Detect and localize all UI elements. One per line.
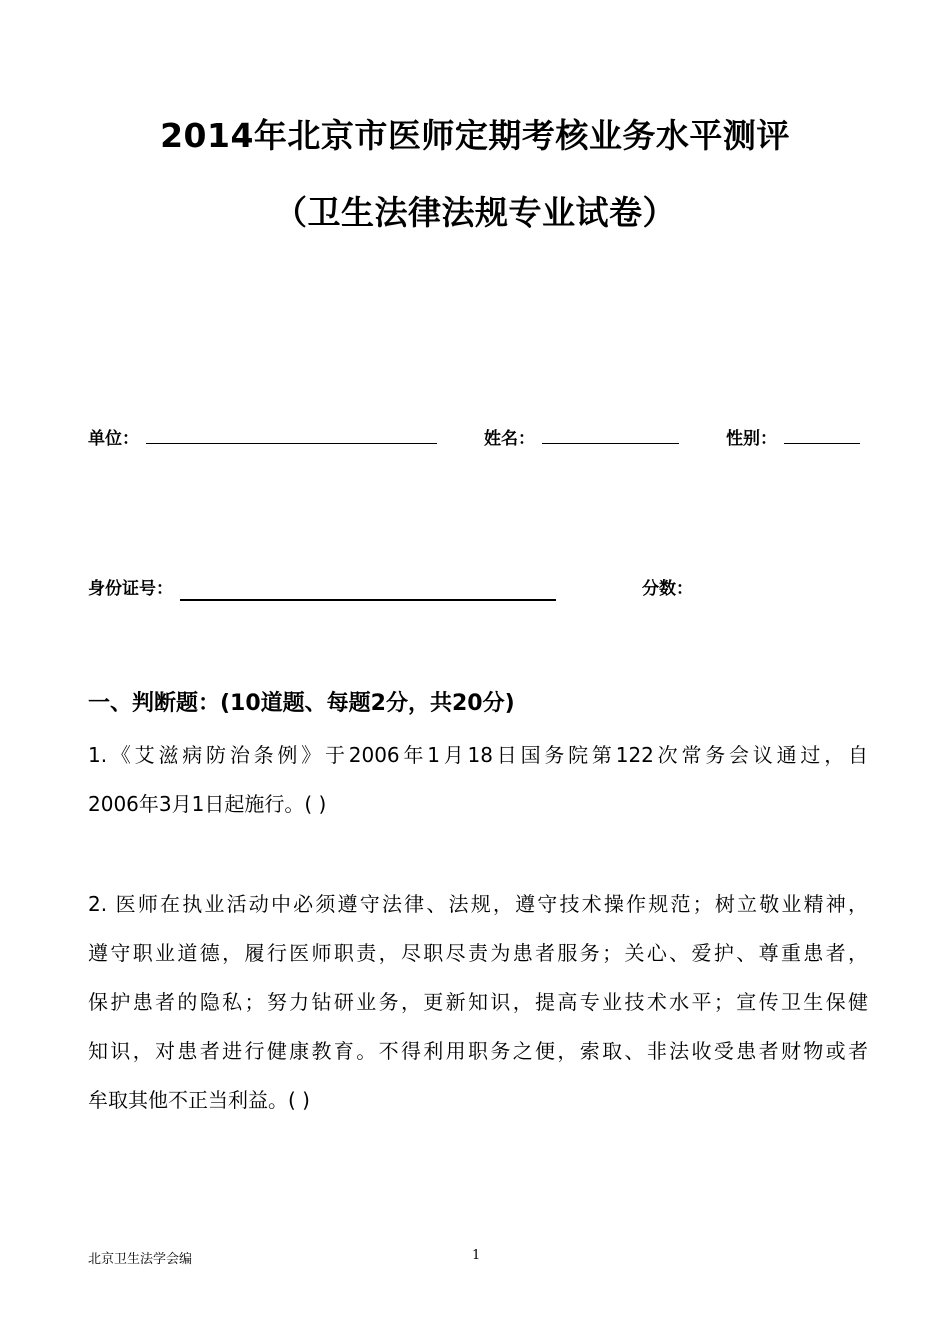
page-number: 1 <box>472 1248 481 1263</box>
id-number-field[interactable] <box>180 599 556 601</box>
question-1-line-1: 1.《艾滋病防治条例》于2006年1月18日国务院第122次常务会议通过，自 <box>88 743 868 767</box>
name-field[interactable] <box>542 443 679 444</box>
question-2-line-4: 知识，对患者进行健康教育。不得利用职务之便，索取、非法收受患者财物或者 <box>88 1039 868 1063</box>
exam-subtitle: （卫生法律法规专业试卷） <box>274 193 676 232</box>
question-2-line-1: 2. 医师在执业活动中必须遵守法律、法规，遵守技术操作规范；树立敬业精神， <box>88 892 868 916</box>
score-label: 分数： <box>642 579 693 599</box>
unit-field[interactable] <box>146 443 437 444</box>
question-2-line-2: 遵守职业道德，履行医师职责，尽职尽责为患者服务；关心、爱护、尊重患者， <box>88 941 868 965</box>
name-label: 姓名： <box>484 429 535 449</box>
unit-label: 单位： <box>88 429 139 449</box>
exam-title: 2014年北京市医师定期考核业务水平测评 <box>160 116 790 155</box>
footer-publisher: 北京卫生法学会编 <box>88 1252 193 1267</box>
question-2 <box>88 880 868 1125</box>
id-number-label: 身份证号： <box>88 579 173 599</box>
question-2-line-5: 牟取其他不正当利益。( ) <box>88 1088 310 1112</box>
question-1 <box>88 731 868 829</box>
question-1-line-2: 2006年3月1日起施行。( ) <box>88 792 327 816</box>
section-heading-true-false: 一、判断题：(10道题、每题2分，共20分) <box>88 691 515 716</box>
gender-label: 性别： <box>726 429 777 449</box>
gender-field[interactable] <box>784 443 860 444</box>
question-2-line-3: 保护患者的隐私；努力钻研业务，更新知识，提高专业技术水平；宣传卫生保健 <box>88 990 868 1014</box>
